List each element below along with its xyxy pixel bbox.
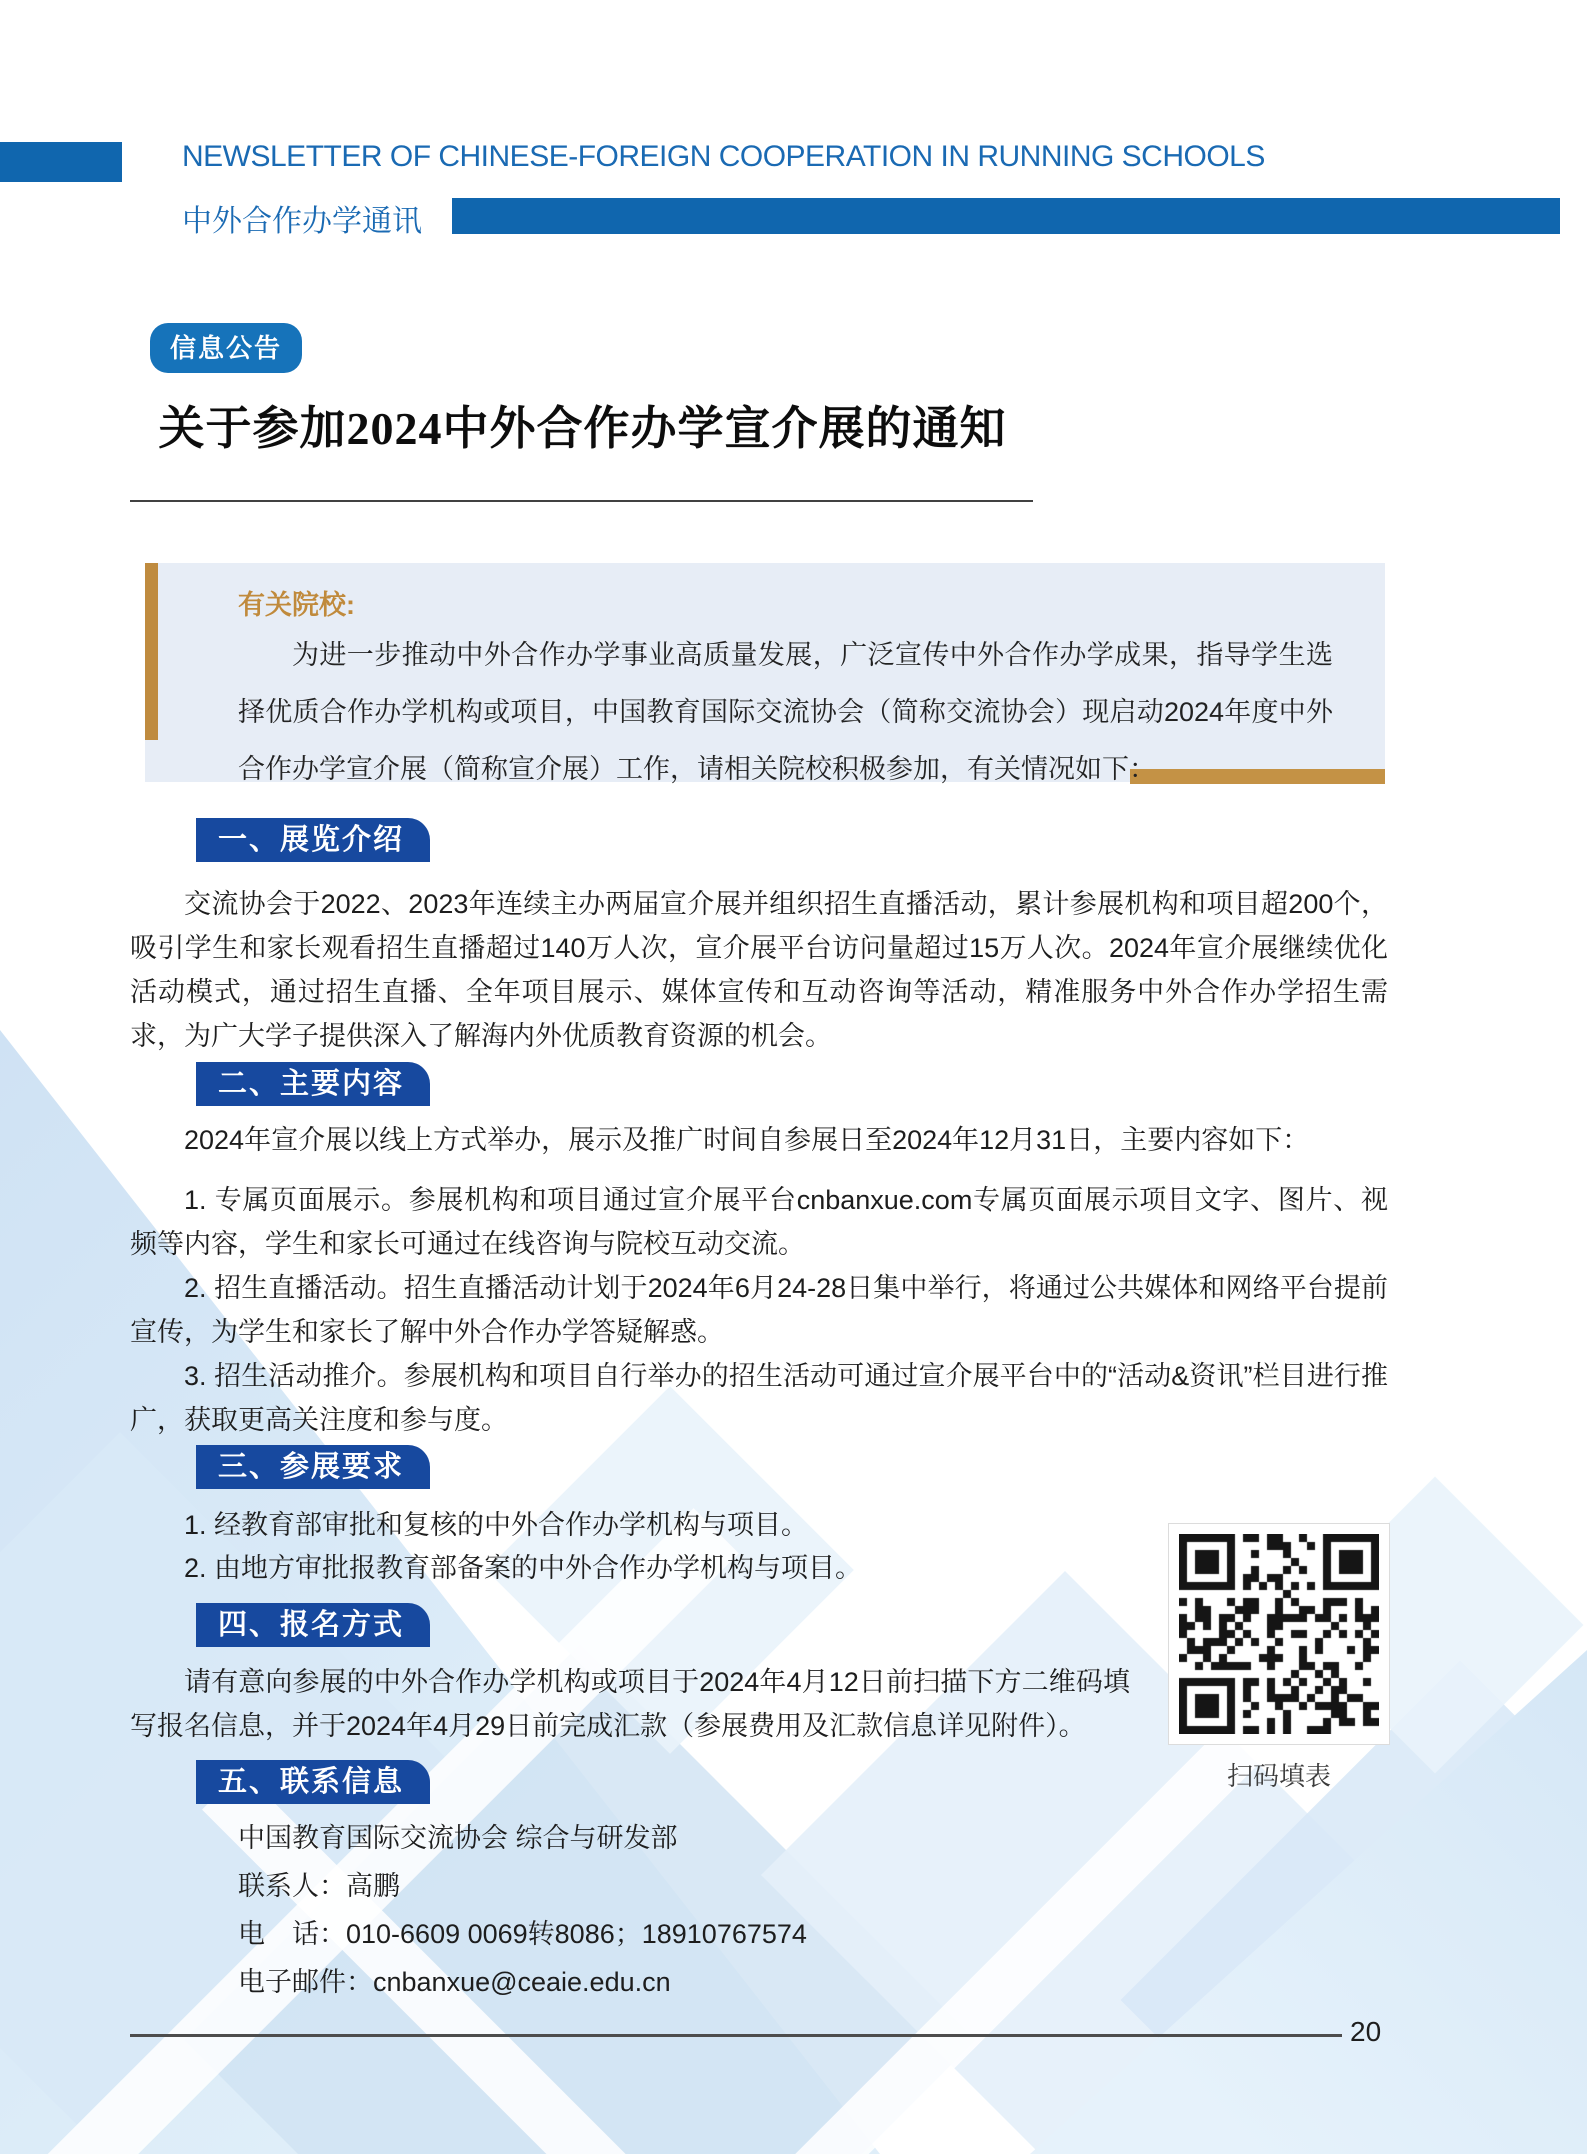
list-item: 1. 经教育部审批和复核的中外合作办学机构与项目。 — [184, 1510, 809, 1540]
intro-accent-left — [145, 563, 158, 740]
intro-paragraph: 为进一步推动中外合作办学事业高质量发展，广泛宣传中外合作办学成果，指导学生选择优质合作办学机构或项目，中国教育国际交流协会（简称交流协会）现启动2024年度中外合作办学宣介展（简称宣介展）工作，请相关院校积极参加，有关情况如下： — [238, 640, 1333, 784]
info-announcement-badge: 信息公告 — [150, 323, 302, 373]
section-1-paragraph — [130, 882, 1388, 1058]
contact-line: 中国教育国际交流协会 综合与研发部 — [238, 1823, 678, 1853]
list-item: 3. 招生活动推介。参展机构和项目自行举办的招生活动可通过宣介展平台中的“活动&资讯”栏目进行推广，获取更高关注度和参与度。 — [130, 1361, 1388, 1435]
title-divider — [130, 500, 1033, 502]
list-item: 2. 由地方审批报教育部备案的中外合作办学机构与项目。 — [184, 1553, 863, 1583]
contact-line: 电子邮件：cnbanxue@ceaie.edu.cn — [238, 1967, 671, 1997]
section-3-heading: 三、参展要求 — [196, 1445, 430, 1489]
header-left-block — [0, 142, 122, 182]
header-rule-bar — [452, 198, 1560, 234]
newsletter-title-en: NEWSLETTER OF CHINESE-FOREIGN COOPERATION IN RUNNING SCHOOLS — [182, 140, 1265, 173]
contact-line: 电 话：010-6609 0069转8086；18910767574 — [238, 1919, 807, 1949]
notice-title: 关于参加2024中外合作办学宣介展的通知 — [158, 403, 1007, 454]
list-item: 2. 招生直播活动。招生直播活动计划于2024年6月24-28日集中举行，将通过公共媒体和网络平台提前宣传，为学生和家长了解中外合作办学答疑解惑。 — [130, 1273, 1388, 1347]
section-4-paragraph — [130, 1660, 1130, 1748]
qr-code-box — [1168, 1523, 1390, 1745]
paragraph: 交流协会于2022、2023年连续主办两届宣介展并组织招生直播活动，累计参展机构和项目超200个，吸引学生和家长观看招生直播超过140万人次，宣介展平台访问量超过15万人次。2024年宣介展继续优化活动模式，通过招生直播、全年项目展示、媒体宣传和互动咨询等活动，精准服务中外合作办学招生需求，为广大学子提供深入了解海内外优质教育资源的机会。 — [130, 889, 1388, 1051]
qr-caption: 扫码填表 — [1226, 1761, 1331, 1791]
paragraph: 请有意向参展的中外合作办学机构或项目于2024年4月12日前扫描下方二维码填写报名信息，并于2024年4月29日前完成汇款（参展费用及汇款信息详见附件）。 — [130, 1667, 1130, 1741]
paragraph: 2024年宣介展以线上方式举办，展示及推广时间自参展日至2024年12月31日，主要内容如下： — [184, 1125, 1310, 1155]
newsletter-title-cn: 中外合作办学通讯 — [182, 205, 422, 238]
contact-info-block — [238, 1814, 1138, 2006]
section-5-heading: 五、联系信息 — [196, 1760, 430, 1804]
qr-code — [1179, 1534, 1379, 1734]
page-number: 20 — [1350, 2016, 1382, 2047]
list-item: 1. 专属页面展示。参展机构和项目通过宣介展平台cnbanxue.com专属页面展示项目文字、图片、视频等内容，学生和家长可通过在线咨询与院校互动交流。 — [130, 1185, 1388, 1259]
contact-line: 联系人：高鹏 — [238, 1871, 400, 1901]
footer-divider — [130, 2034, 1342, 2037]
section-2-intro — [130, 1118, 1388, 1162]
section-2-heading: 二、主要内容 — [196, 1062, 430, 1106]
section-4-heading: 四、报名方式 — [196, 1603, 430, 1647]
intro-box — [145, 563, 1385, 782]
intro-label: 有关院校: — [238, 590, 355, 620]
section-2-items — [130, 1178, 1388, 1442]
section-1-heading: 一、展览介绍 — [196, 818, 430, 862]
